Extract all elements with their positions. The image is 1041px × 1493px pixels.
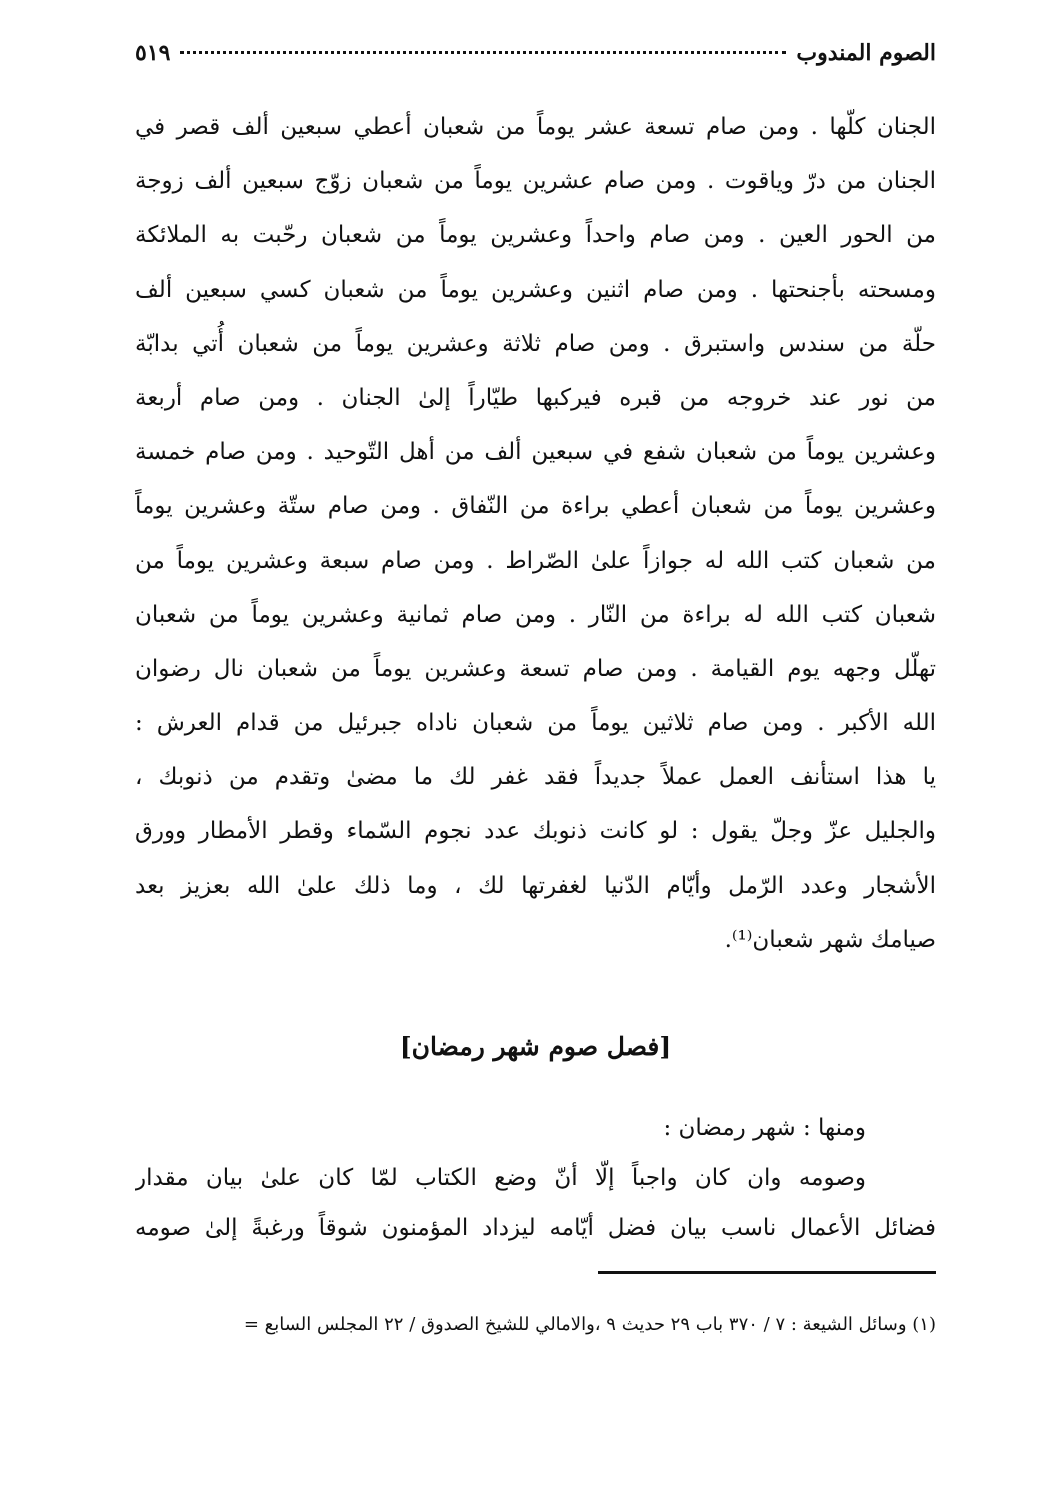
text-line: والجليل عزّ وجلّ يقول : لو كانت ذنوبك عدد نجوم السّماء وقطر الأمطار وورق (135, 818, 936, 845)
text-line: الله الأكبر . ومن صام ثلاثين يوماً من شعبان ناداه جبرئيل من قدام العرش : (135, 710, 936, 737)
text-line: الأشجار وعدد الرّمل وأيّام الدّنيا لغفرتها لك ، وما ذلك علىٰ الله بعزيز بعد (135, 872, 936, 899)
text-line: حلّة من سندس واستبرق . ومن صام ثلاثة وعشرين يوماً من شعبان أُتي بدابّة (135, 330, 936, 357)
text-line-last: صيامك شهر شعبان⁽¹⁾. (724, 926, 936, 953)
text-line: الجنان كلّها . ومن صام تسعة عشر يوماً من شعبان أعطي سبعين ألف قصر في (135, 114, 936, 140)
text-line: وصومه وان كان واجباً إلّا أنّ وضع الكتاب لمّا كان علىٰ بيان مقدار (135, 1165, 866, 1191)
header-leader-dots (180, 51, 786, 54)
text-line: من نور عند خروجه من قبره فيركبها طيّاراً إلىٰ الجنان . ومن صام أربعة (135, 384, 936, 411)
main-text (135, 100, 936, 967)
text-line: من الحور العين . ومن صام واحداً وعشرين يوماً من شعبان رحّبت به الملائكة (135, 222, 936, 249)
text-line: من شعبان كتب الله له جوازاً علىٰ الصّراط . ومن صام سبعة وعشرين يوماً من (135, 547, 936, 574)
text-line: فضائل الأعمال ناسب بيان فضل أيّامه ليزداد المؤمنون شوقاً ورغبةً إلىٰ صومه (135, 1215, 936, 1241)
text-line: الجنان من درّ وياقوت . ومن صام عشرين يوماً من شعبان زوّج سبعين ألف زوجة (135, 168, 936, 195)
page-number: ٥١٩ (135, 40, 171, 66)
section-text (135, 1103, 936, 1253)
text-line: ومسحته بأجنحتها . ومن صام اثنين وعشرين يوماً من شعبان كسي سبعين ألف (135, 276, 936, 303)
text-line: وعشرين يوماً من شعبان أعطي براءة من النّفاق . ومن صام ستّة وعشرين يوماً (135, 493, 936, 520)
text-line: وعشرين يوماً من شعبان شفع في سبعين ألف من أهل التّوحيد . ومن صام خمسة (135, 439, 936, 466)
text-line: شعبان كتب الله له براءة من النّار . ومن صام ثمانية وعشرين يوماً من شعبان (135, 601, 936, 628)
text-line: يا هذا استأنف العمل عملاً جديداً فقد غفر لك ما مضىٰ وتقدم من ذنوبك ، (135, 764, 936, 791)
text-line: تهلّل وجهه يوم القيامة . ومن صام تسعة وعشرين يوماً من شعبان نال رضوان (135, 655, 936, 682)
footnote: (١) وسائل الشيعة : ٧ / ٣٧٠ باب ٢٩ حديث ٩ ،والامالي للشيخ الصدوق / ٢٢ المجلس السابع = (243, 1314, 936, 1335)
section-intro-line: ومنها : شهر رمضان : (663, 1115, 866, 1141)
footnote-separator (598, 1271, 936, 1274)
chapter-title: الصوم المندوب (796, 40, 936, 66)
running-header (135, 40, 936, 88)
section-heading: [فصل صوم شهر رمضان] (399, 1032, 672, 1061)
